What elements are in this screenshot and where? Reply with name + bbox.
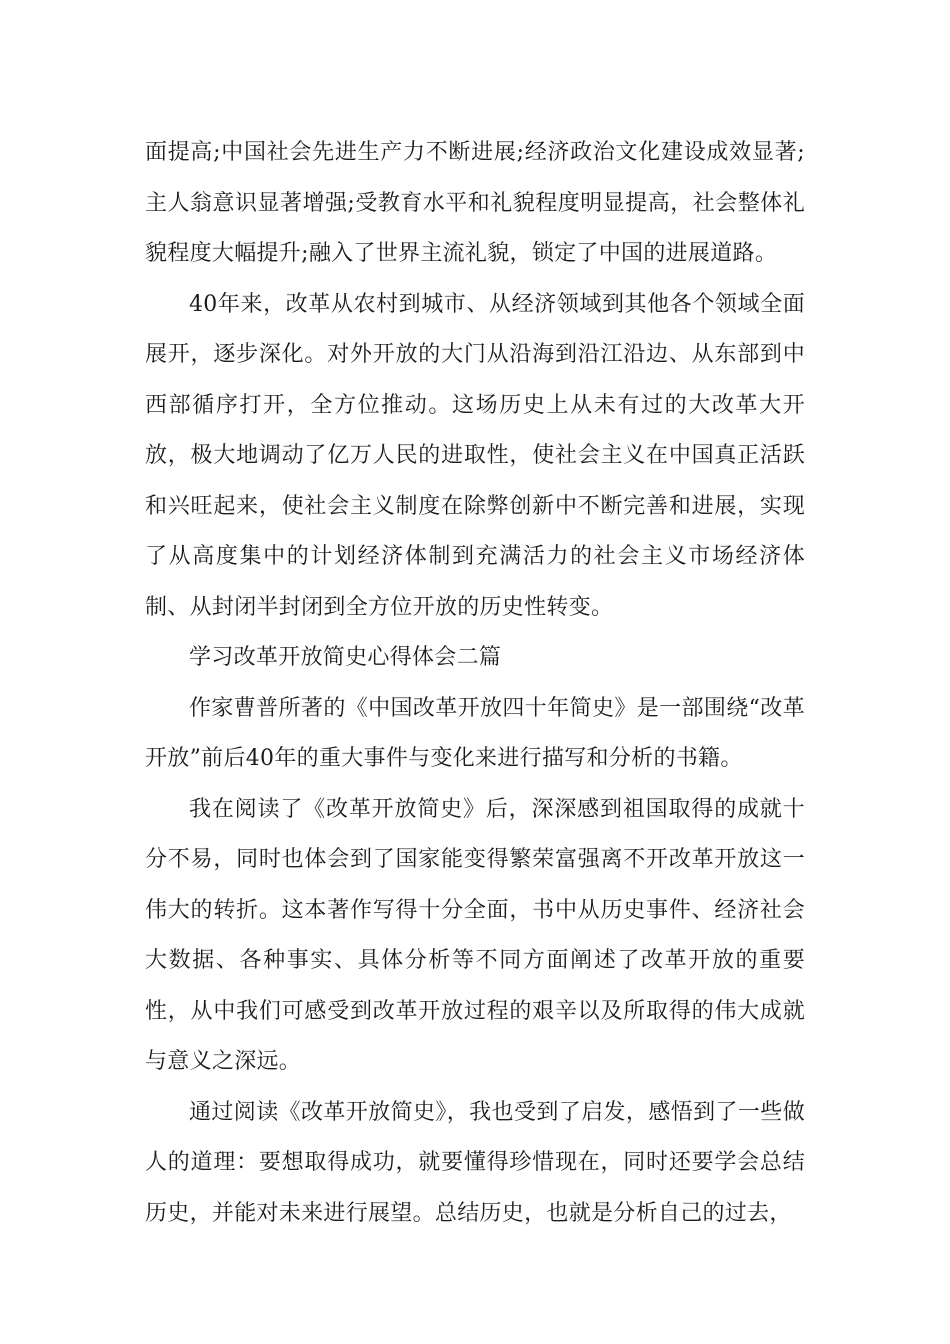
document-body: [145, 128, 805, 1239]
paragraph-continuation: 面提高;中国社会先进生产力不断进展;经济政治文化建设成效显著;主人翁意识显著增强;受教育水平和礼貌程度明显提高，社会整体礼貌程度大幅提升;融入了世界主流礼貌，锁定了中国的进展道路。: [145, 140, 805, 266]
paragraph-reform-40-years: 40年来，改革从农村到城市、从经济领域到其他各个领域全面展开，逐步深化。对外开放的大门从沿海到沿江沿边、从东部到中西部循序打开，全方位推动。这场历史上从未有过的大改革大开放，极大地调动了亿万人民的进取性，使社会主义在中国真正活跃和兴旺起来，使社会主义制度在除弊创新中不断完善和进展，实现了从高度集中的计划经济体制到充满活力的社会主义市场经济体制、从封闭半封闭到全方位开放的历史性转变。: [145, 291, 805, 620]
paragraph-life-lessons: 通过阅读《改革开放简史》，我也受到了启发，感悟到了一些做人的道理：要想取得成功，就要懂得珍惜现在，同时还要学会总结历史，并能对未来进行展望。总结历史，也就是分析自己的过去，: [145, 1099, 805, 1226]
section-heading: 学习改革开放简史心得体会二篇: [189, 645, 502, 670]
paragraph-reading-reflection: 我在阅读了《改革开放简史》后，深深感到祖国取得的成就十分不易，同时也体会到了国家能变得繁荣富强离不开改革开放这一伟大的转折。这本著作写得十分全面，书中从历史事件、经济社会大数据、各种事实、具体分析等不同方面阐述了改革开放的重要性，从中我们可感受到改革开放过程的艰辛以及所取得的伟大成就与意义之深远。: [145, 796, 805, 1074]
paragraph-book-intro: 作家曹普所著的《中国改革开放四十年简史》是一部围绕“改革开放”前后40年的重大事件与变化来进行描写和分析的书籍。: [145, 695, 805, 771]
